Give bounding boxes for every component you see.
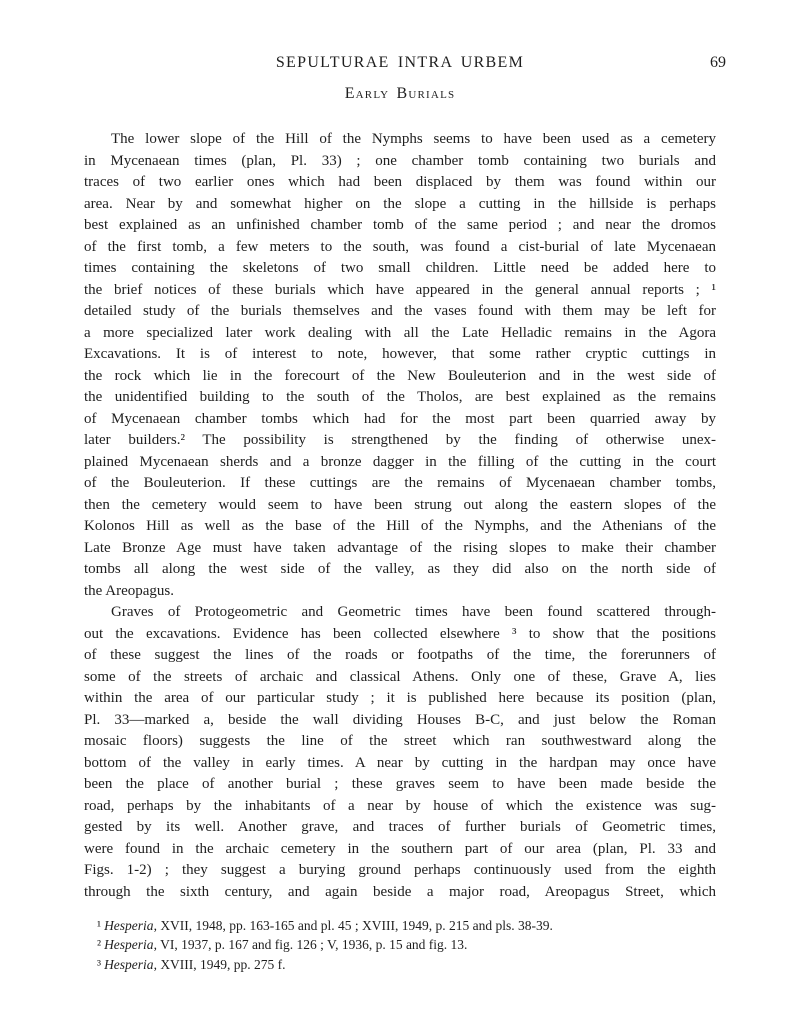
footnote-2 (84, 935, 716, 954)
running-head: SEPULTURAE INTRA URBEM (275, 54, 525, 71)
text-line: Kolonos Hill as well as the base of the Hill of the Nymphs, and the Athenians of the (84, 518, 716, 534)
text-line: traces of two earlier ones which had been displaced by them was found within our (84, 174, 716, 190)
footnote-marker: ¹ (97, 918, 102, 933)
text-line: of Mycenaean chamber tombs which had for the most part been quarried away by (84, 410, 716, 427)
footnote-journal: Hesperia (104, 956, 154, 972)
text-line: Figs. 1-2) ; they suggest a burying ground perhaps continuously used from the eighth (84, 862, 716, 878)
text-line: the unidentified building to the south of the Tholos, are best explained as the remains (84, 389, 716, 405)
text-line: then the cemetery would seem to have been strung out along the eastern slopes of the (84, 496, 716, 513)
text-line: in Mycenaean times (plan, Pl. 33) ; one chamber tomb containing two burials and (84, 152, 716, 169)
text-line: some of the streets of archaic and classical Athens. Only one of these, Grave A, lies (84, 668, 716, 685)
text-line: best explained as an unfinished chamber tomb of the same period ; and near the dromos (84, 217, 716, 233)
text-line: of the first tomb, a few meters to the south, was found a cist-burial of late Mycenaean (84, 238, 716, 255)
text-line: The lower slope of the Hill of the Nymphs seems to have been used as a cemetery (111, 131, 716, 147)
footnotes (84, 916, 716, 974)
text-line: tombs all along the west side of the valley, as they did also on the north side of (84, 561, 716, 577)
text-line: Pl. 33—marked a, beside the wall dividing Houses B-C, and just below the Roman (84, 711, 716, 728)
text-line: the brief notices of these burials which have appeared in the general annual reports ; ¹ (84, 281, 716, 298)
text-line: mosaic floors) suggests the line of the street which ran southwestward along the (84, 733, 716, 749)
text-line: within the area of our particular study ; it is published here because its position (plan, (84, 690, 716, 706)
text-line: road, perhaps by the inhabitants of a near by house of which the existence was sug- (84, 797, 716, 814)
text-line: the Areopagus. (84, 582, 174, 599)
paragraph-early-burials-1 (84, 129, 716, 581)
text-line: plained Mycenaean sherds and a bronze dagger in the filling of the cutting in the court (84, 453, 716, 470)
footnote-1 (84, 916, 716, 935)
footnote-journal: Hesperia (104, 937, 154, 953)
paragraph-early-burials-2 (84, 602, 716, 903)
text-line: been the place of another burial ; these graves seem to have been made beside the (84, 776, 716, 792)
text-line: Graves of Protogeometric and Geometric times have been found scattered through- (111, 604, 716, 620)
text-line: Late Bronze Age must have taken advantage of the rising slopes to make their chamber (84, 539, 716, 556)
section-heading: Early Burials (344, 85, 456, 102)
text-line: later builders.² The possibility is strengthened by the finding of otherwise unex- (84, 432, 716, 448)
text-line: detailed study of the burials themselves and the vases found with them may be left for (84, 303, 716, 319)
text-line: a more specialized later work dealing with all the Late Helladic remains in the Agora (84, 324, 716, 341)
text-line: gested by its well. Another grave, and traces of further burials of Geometric times, (84, 819, 716, 835)
footnote-journal: Hesperia (104, 918, 154, 933)
text-line: were found in the archaic cemetery in the southern part of our area (plan, Pl. 33 and (84, 840, 716, 857)
text-line: of the Bouleuterion. If these cuttings are the remains of Mycenaean chamber tombs, (84, 475, 716, 491)
footnote-text: , VI, 1937, p. 167 and fig. 126 ; V, 1936, p. 15 and fig. 13. (153, 937, 468, 953)
footnote-3 (84, 955, 716, 974)
text-line: bottom of the valley in early times. A near by cutting in the hardpan may once have (84, 754, 716, 771)
text-line: out the excavations. Evidence has been collected elsewhere ³ to show that the positions (84, 625, 716, 642)
footnote-marker: ³ (97, 956, 102, 972)
footnote-text: , XVII, 1948, pp. 163-165 and pl. 45 ; XVIII, 1949, p. 215 and pls. 38-39. (153, 918, 553, 933)
footnote-marker: ² (97, 937, 102, 953)
text-line: times containing the skeletons of two small children. Little need be added here to (84, 260, 716, 276)
text-line: the rock which lie in the forecourt of the New Bouleuterion and in the west side of (84, 367, 716, 384)
text-line: Excavations. It is of interest to note, however, that some rather cryptic cuttings in (84, 346, 716, 362)
footnote-text: , XVIII, 1949, pp. 275 f. (153, 956, 286, 972)
body-text (84, 129, 716, 903)
page-number: 69 (710, 54, 726, 71)
text-line: area. Near by and somewhat higher on the slope a cutting in the hillside is perhaps (84, 195, 716, 212)
text-line: through the sixth century, and again beside a major road, Areopagus Street, which (84, 883, 716, 900)
text-line: of these suggest the lines of the roads or footpaths of the time, the forerunners of (84, 647, 716, 663)
